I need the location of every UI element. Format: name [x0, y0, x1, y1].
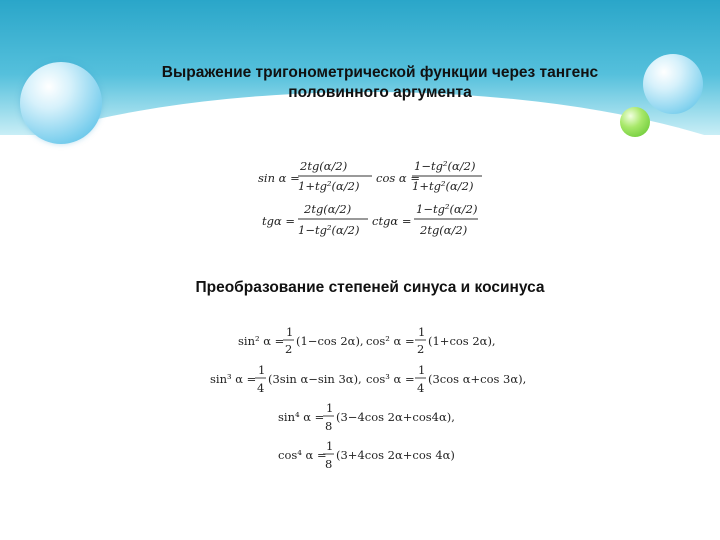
formula-denominator: 4	[417, 381, 425, 395]
slide-title-line2: половинного аргумента	[288, 84, 472, 101]
formula-lhs: cos³ α =	[366, 372, 415, 386]
formula-lhs: sin² α =	[238, 334, 285, 348]
formula-numerator: 1−tg²(α/2)	[414, 159, 476, 173]
formula-tg-half	[262, 202, 368, 237]
formula-numerator: 1	[326, 439, 334, 453]
formula-numerator: 1	[418, 363, 426, 377]
formula-sin-half	[258, 159, 372, 193]
formula-denominator: 1+tg²(α/2)	[298, 179, 360, 193]
formula-denominator: 8	[325, 419, 333, 433]
formula-numerator: 2tg(α/2)	[300, 159, 348, 173]
section-subtitle: Преобразование степеней синуса и косинуса	[195, 279, 545, 296]
formula-lhs: sin⁴ α =	[278, 410, 325, 424]
formula-numerator: 2tg(α/2)	[304, 202, 352, 216]
formula-rhs: (3cos α+cos 3α),	[428, 372, 527, 386]
formula-rhs: (1+cos 2α),	[428, 334, 496, 348]
formula-sin-fourth	[278, 401, 455, 433]
formula-denominator: 2tg(α/2)	[420, 223, 468, 237]
formula-lhs: sin³ α =	[210, 372, 257, 386]
formula-cos-fourth	[278, 439, 455, 471]
formula-denominator: 2	[285, 342, 293, 356]
formula-numerator: 1−tg²(α/2)	[416, 202, 478, 216]
formula-rhs: (3−4cos 2α+cos4α),	[336, 410, 455, 424]
formula-lhs: tgα =	[262, 214, 296, 228]
formula-cos-half	[376, 159, 482, 193]
formula-rhs: (3sin α−sin 3α),	[268, 372, 362, 386]
formula-denominator: 8	[325, 457, 333, 471]
formula-numerator: 1	[286, 325, 294, 339]
formula-lhs: cos α =	[376, 171, 420, 185]
formula-cos-squared	[366, 325, 496, 356]
formula-denominator: 1−tg²(α/2)	[298, 223, 360, 237]
formula-lhs: ctgα =	[372, 214, 412, 228]
formula-rhs: (1−cos 2α),	[296, 334, 364, 348]
formula-denominator: 4	[257, 381, 265, 395]
formula-denominator: 1+tg²(α/2)	[412, 179, 474, 193]
slide-title-line1: Выражение тригонометрической функции через тангенс	[161, 64, 599, 81]
formula-numerator: 1	[326, 401, 334, 415]
formula-numerator: 1	[418, 325, 426, 339]
formula-denominator: 2	[417, 342, 425, 356]
formula-numerator: 1	[258, 363, 266, 377]
formula-lhs: cos⁴ α =	[278, 448, 327, 462]
formula-cos-cubed	[366, 363, 526, 395]
formula-ctg-half	[372, 202, 478, 237]
formula-lhs: cos² α =	[366, 334, 415, 348]
formula-sin-squared	[238, 325, 364, 356]
formula-sin-cubed	[210, 363, 362, 395]
formula-lhs: sin α =	[258, 171, 300, 185]
formula-rhs: (3+4cos 2α+cos 4α)	[336, 448, 455, 462]
